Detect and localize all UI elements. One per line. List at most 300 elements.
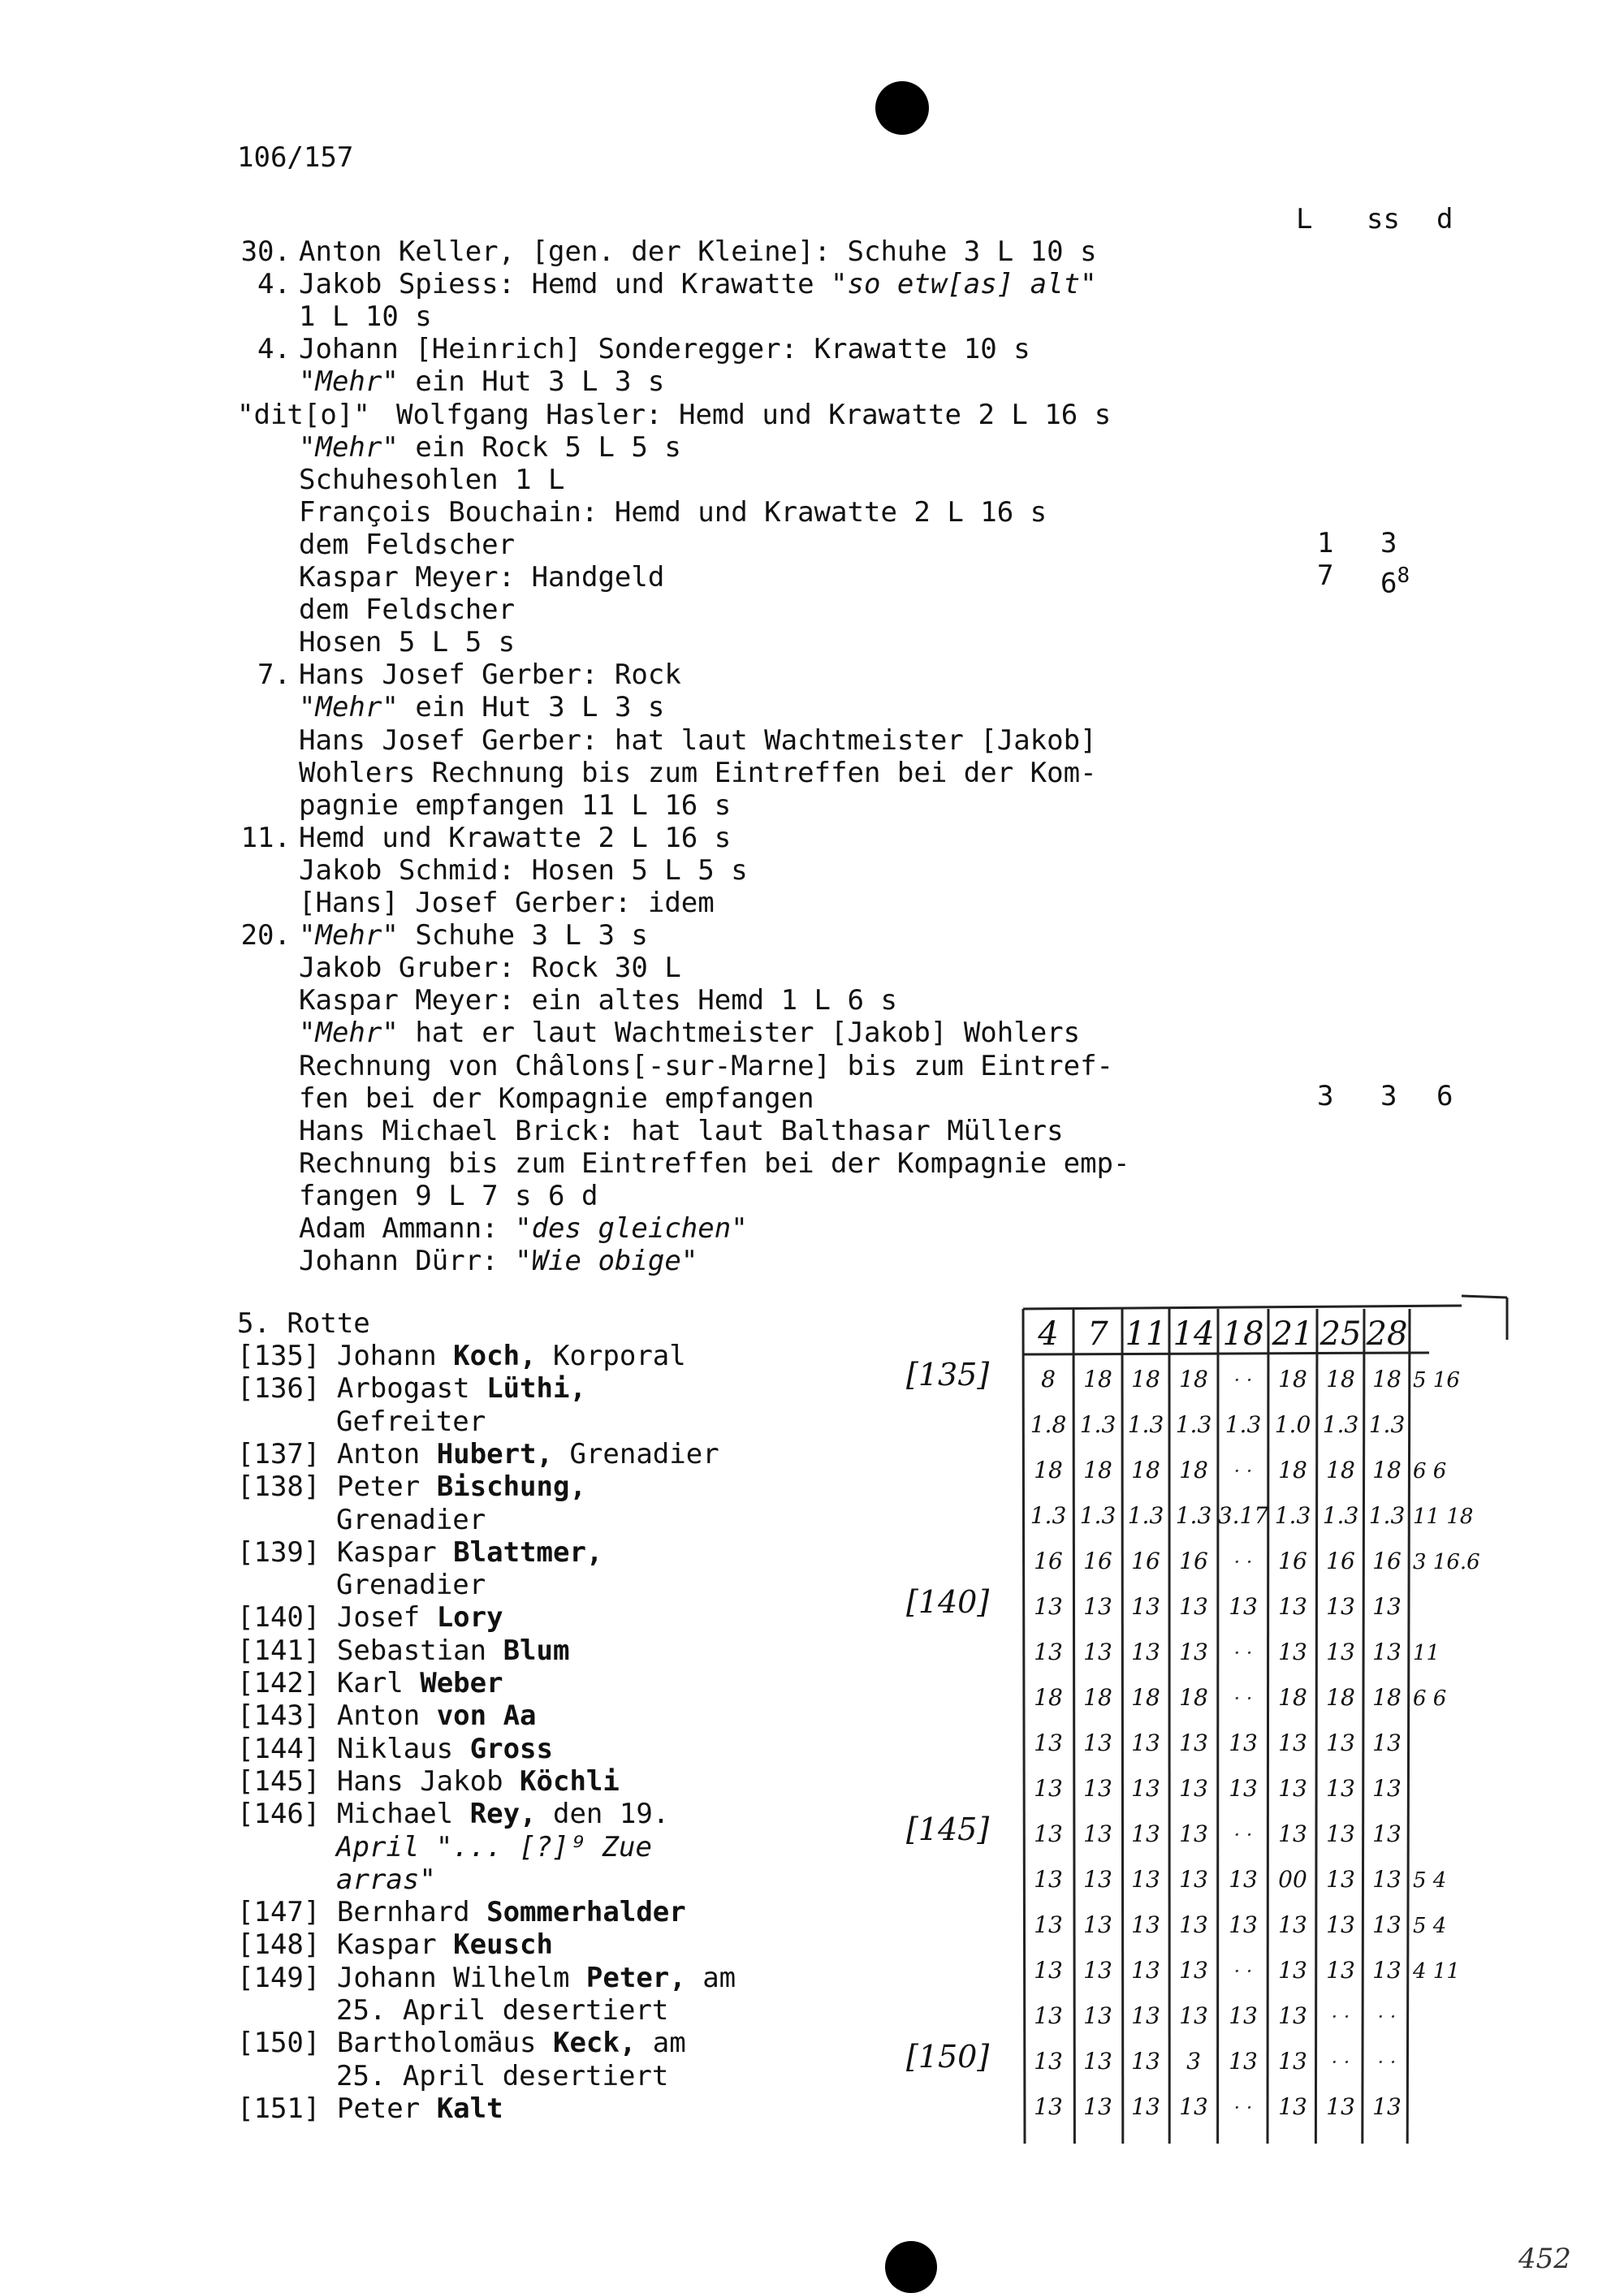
entry-text [299, 887, 715, 919]
ledger-cell: 18 [1372, 1457, 1402, 1483]
member-surname: Blattmer, [453, 1536, 603, 1569]
ledger-cell: 13 [1229, 1775, 1258, 1802]
ledger-cell: 1.3 [1275, 1502, 1311, 1529]
entry-text [299, 268, 1097, 300]
ledger-cell: 13 [1083, 2048, 1112, 2075]
entry-text-part: Hosen 5 L 5 s [299, 626, 515, 659]
entry-number: 30. [241, 235, 291, 268]
ledger-cell: 13 [1372, 1911, 1402, 1938]
member-first-name: Kaspar [337, 1536, 437, 1569]
entry-text [299, 1180, 598, 1212]
member-note: Gefreiter [336, 1406, 486, 1438]
member-note: Grenadier [336, 1569, 486, 1601]
ledger-corner-rule [1462, 1296, 1507, 1298]
entry-text [299, 659, 681, 691]
ledger-cell: 13 [1372, 1775, 1402, 1802]
amount-ss-value: 6 [1380, 567, 1397, 599]
ledger-cell: 13 [1278, 1775, 1307, 1802]
ledger-cell: 16 [1034, 1548, 1063, 1574]
rotte-member [237, 1372, 586, 1405]
quoted-phrase: Mehr [315, 431, 382, 464]
member-first-name: Michael [337, 1798, 453, 1830]
ledger-cell: 13 [1131, 2002, 1160, 2029]
entry-text-part: " [299, 1017, 315, 1049]
column-header-L: L [1296, 203, 1312, 235]
entry-number: 11. [241, 822, 291, 854]
ledger-cell: 16 [1326, 1548, 1355, 1574]
member-note: 25. April desertiert [336, 1994, 668, 2027]
entry-text-part: " Schuhe 3 L 3 s [382, 919, 648, 952]
ledger-extra-note: 4 11 [1412, 1959, 1460, 1984]
ledger-cell: 8 [1041, 1366, 1056, 1393]
ledger-cell: 13 [1034, 1593, 1063, 1620]
rotte-member [237, 1470, 586, 1503]
quoted-phrase: Mehr [315, 919, 382, 952]
ledger-date: 18 [1223, 1315, 1264, 1353]
quoted-phrase: Mehr [315, 365, 382, 398]
ledger-cell: 13 [1083, 1729, 1112, 1756]
ledger-date: 25 [1320, 1315, 1362, 1353]
member-first-name: Anton [337, 1438, 420, 1470]
ledger-date: 28 [1366, 1315, 1408, 1353]
entry-text-part: dem Feldscher [299, 529, 515, 561]
entry-text [299, 1115, 1064, 1147]
member-note: 25. April desertiert [336, 2060, 668, 2092]
ledger-cell: 13 [1229, 1866, 1258, 1893]
member-first-name: Hans Jakob [337, 1765, 503, 1798]
amount-L: 7 [1317, 559, 1333, 592]
ledger-cell-empty: · · [1234, 1460, 1253, 1483]
member-first-name: Josef [337, 1601, 420, 1634]
member-surname: Keusch [453, 1928, 553, 1961]
member-first-name: Kaspar [337, 1928, 437, 1961]
entry-text [299, 300, 432, 333]
member-role: am [636, 2027, 685, 2059]
ledger-cell: 13 [1083, 2002, 1112, 2029]
member-id: [145] [237, 1765, 320, 1798]
member-first-name: Peter [337, 2092, 420, 2125]
ledger-cell: 13 [1278, 2093, 1307, 2120]
ledger-cell: 16 [1131, 1548, 1160, 1574]
punch-hole-top [875, 81, 929, 135]
ledger-margin-labels [906, 1357, 989, 2075]
rotte-member [237, 1634, 569, 1667]
handwritten-ledger-scan [893, 1291, 1510, 2160]
member-note: Grenadier [336, 1504, 486, 1536]
ledger-cell: 18 [1372, 1684, 1402, 1711]
ledger-row-label: [135] [906, 1357, 989, 1393]
entry-text-part: " [681, 1245, 698, 1277]
amount-d: 6 [1436, 1080, 1453, 1112]
ledger-extra-note: 11 [1413, 1641, 1440, 1665]
ledger-cell: 18 [1034, 1684, 1063, 1711]
entry-text-part: 1 L 10 s [299, 300, 432, 333]
ledger-cell: 18 [1034, 1457, 1063, 1483]
ledger-cell-empty: · · [1234, 1824, 1253, 1846]
ledger-cell: 13 [1034, 1911, 1063, 1938]
member-surname: Koch, [453, 1340, 536, 1372]
ledger-cell: 13 [1034, 1729, 1063, 1756]
ledger-cell: 13 [1131, 1820, 1160, 1847]
amount-ss: 3 [1380, 1080, 1397, 1112]
entry-number: 4. [257, 268, 291, 300]
ledger-cell: 1.3 [1030, 1502, 1067, 1529]
ledger-row-label: [150] [906, 2039, 989, 2075]
amount-ss: 3 [1380, 527, 1397, 559]
ledger-cell: 13 [1278, 1593, 1307, 1620]
ledger-cell: 1.3 [1128, 1411, 1164, 1438]
ledger-extra-note: 3 16.6 [1413, 1550, 1480, 1574]
ledger-cell: 13 [1179, 2093, 1208, 2120]
member-role: den 19. [537, 1798, 670, 1830]
rotte-member [237, 1733, 553, 1765]
ledger-cell: 13 [1131, 1639, 1160, 1665]
rotte-member [237, 1765, 620, 1798]
ledger-cell: 13 [1278, 1639, 1307, 1665]
ledger-cell: 13 [1083, 2093, 1112, 2120]
entry-text-part: Jakob Gruber: Rock 30 L [299, 952, 681, 984]
ledger-extra-note: 11 18 [1413, 1505, 1473, 1529]
member-id: [136] [237, 1372, 320, 1405]
ledger-cell: 13 [1372, 1820, 1402, 1847]
ledger-cell-empty: · · [1234, 1960, 1253, 1983]
ledger-cell: 13 [1083, 1820, 1112, 1847]
ledger-cell: 13 [1326, 1911, 1355, 1938]
ledger-cell: 18 [1083, 1366, 1112, 1393]
ledger-cell: 18 [1326, 1457, 1355, 1483]
ledger-column-rule [1073, 1309, 1074, 2144]
member-first-name: Peter [337, 1470, 420, 1503]
entry-text [299, 626, 515, 659]
entry-text-part: Jakob Spiess: Hemd und Krawatte " [299, 268, 848, 300]
quoted-phrase: Wie obige [532, 1245, 681, 1277]
entry-text-part: Jakob Schmid: Hosen 5 L 5 s [299, 854, 748, 887]
ledger-cell: 13 [1179, 1729, 1208, 1756]
ledger-cell: 13 [1326, 1957, 1355, 1984]
ledger-column-rule [1122, 1309, 1123, 2144]
entry-text-part: Hans Josef Gerber: Rock [299, 659, 681, 691]
ledger-cell: 13 [1131, 2048, 1160, 2075]
ledger-cell: 13 [1372, 1593, 1402, 1620]
column-header-d: d [1436, 203, 1453, 235]
ledger-cell: 00 [1278, 1866, 1307, 1893]
member-surname: Kalt [437, 2092, 503, 2125]
rotte-member [237, 1896, 686, 1928]
ledger-cell: 13 [1131, 1593, 1160, 1620]
ledger-column-rule [1023, 1309, 1025, 2144]
ledger-cell-empty: · · [1378, 2051, 1397, 2074]
member-surname: Hubert, [437, 1438, 553, 1470]
entry-text-part: Rechnung von Châlons[-sur-Marne] bis zum Eintref- [299, 1050, 1113, 1082]
member-id: [146] [237, 1798, 320, 1830]
entry-text-part: Johann Dürr: " [299, 1245, 532, 1277]
ledger-cell: 18 [1278, 1684, 1307, 1711]
ledger-cell: 13 [1278, 2048, 1307, 2075]
ledger-cell: 13 [1326, 1775, 1355, 1802]
entry-text [299, 365, 664, 398]
ledger-cell: 13 [1372, 1866, 1402, 1893]
rotte-member [237, 1699, 537, 1732]
entry-text-part: " ein Hut 3 L 3 s [382, 365, 664, 398]
ledger-cell: 13 [1278, 1957, 1307, 1984]
rotte-member [237, 1438, 719, 1470]
ledger-cell: 13 [1034, 1820, 1063, 1847]
ledger-cell-empty: · · [1234, 1551, 1253, 1574]
ledger-cell: 13 [1131, 1911, 1160, 1938]
entry-text-part: " [731, 1212, 747, 1245]
member-surname: Keck, [553, 2027, 636, 2059]
ledger-cell: 13 [1083, 1639, 1112, 1665]
ledger-cell: 3 [1186, 2048, 1201, 2075]
quoted-phrase: des gleichen [532, 1212, 732, 1245]
entry-text [299, 235, 1097, 268]
ledger-cell: 13 [1179, 1775, 1208, 1802]
member-surname: Bischung, [437, 1470, 586, 1503]
entry-text [299, 1147, 1130, 1180]
ledger-extra-note: 6 6 [1413, 1686, 1446, 1711]
entry-text-part: pagnie empfangen 11 L 16 s [299, 789, 731, 822]
ledger-cell: 16 [1179, 1548, 1208, 1574]
member-first-name: Niklaus [337, 1733, 453, 1765]
member-id: [137] [237, 1438, 320, 1470]
ledger-cell: 18 [1131, 1366, 1160, 1393]
ledger-cell: 16 [1278, 1548, 1307, 1574]
ledger-cell: 1.3 [1323, 1502, 1359, 1529]
ledger-cell: 13 [1034, 1957, 1063, 1984]
ledger-column-rule [1315, 1309, 1317, 2144]
ledger-cell: 13 [1083, 1911, 1112, 1938]
document-reference: 106/157 [237, 141, 353, 174]
ledger-cell: 13 [1372, 1639, 1402, 1665]
entry-text-part: Wolfgang Hasler: Hemd und Krawatte 2 L 16 s [396, 399, 1111, 431]
member-surname: Blum [503, 1634, 570, 1667]
entry-text [299, 1082, 814, 1115]
ledger-cell: 13 [1034, 2048, 1063, 2075]
ledger-cell: 18 [1326, 1684, 1355, 1711]
entry-text [299, 984, 897, 1017]
quoted-phrase: Mehr [315, 691, 382, 723]
entry-text-part: [Hans] Josef Gerber: idem [299, 887, 715, 919]
member-id: [143] [237, 1699, 320, 1732]
amount-L: 1 [1317, 527, 1333, 559]
member-first-name: Arbogast [337, 1372, 470, 1405]
ledger-cell: 1.0 [1275, 1411, 1311, 1438]
member-surname: Lüthi, [486, 1372, 586, 1405]
ledger-cell: 13 [1278, 1820, 1307, 1847]
ledger-cell: 13 [1229, 2002, 1258, 2029]
ledger-cell: 18 [1083, 1457, 1112, 1483]
entry-text-part: " [299, 691, 315, 723]
member-id: [141] [237, 1634, 320, 1667]
ledger-cell: 13 [1179, 1866, 1208, 1893]
member-surname: Lory [437, 1601, 503, 1634]
member-first-name: Karl [337, 1667, 404, 1699]
member-role: am [686, 1962, 736, 1994]
ledger-cell: 18 [1372, 1366, 1402, 1393]
member-surname: Gross [470, 1733, 553, 1765]
ledger-cell: 13 [1034, 1775, 1063, 1802]
entry-text-part: fen bei der Kompagnie empfangen [299, 1082, 814, 1115]
entry-text-part: Schuhesohlen 1 L [299, 464, 565, 496]
entry-text-part: " [299, 919, 315, 952]
entry-text [299, 1212, 748, 1245]
entry-text [299, 1050, 1113, 1082]
member-first-name: Bernhard [337, 1896, 470, 1928]
ledger-date: 4 [1037, 1315, 1058, 1353]
member-surname: Weber [420, 1667, 503, 1699]
ledger-cell: 13 [1326, 1593, 1355, 1620]
ledger-cell: 18 [1083, 1684, 1112, 1711]
ledger-date: 7 [1087, 1315, 1108, 1353]
rotte-member [237, 1340, 686, 1372]
member-id: [135] [237, 1340, 320, 1372]
entry-text-part: Hans Josef Gerber: hat laut Wachtmeister [Jakob] [299, 724, 1097, 757]
ledger-extra-note: 5 4 [1413, 1868, 1446, 1893]
member-surname: Köchli [520, 1765, 620, 1798]
folio-number: 452 [1518, 2243, 1571, 2275]
entry-text [299, 789, 731, 822]
member-id: [139] [237, 1536, 320, 1569]
entry-text [299, 333, 1030, 365]
member-id: [150] [237, 2027, 320, 2059]
entry-number: 4. [257, 333, 291, 365]
ledger-cell: 13 [1326, 1729, 1355, 1756]
ledger-row-label: [140] [906, 1584, 989, 1620]
ledger-cell-empty: · · [1234, 2097, 1253, 2119]
ledger-cell: 13 [1034, 2002, 1063, 2029]
entry-text-part: Johann [Heinrich] Sonderegger: Krawatte 10 s [299, 333, 1030, 365]
footnote-marker: 8 [1397, 564, 1410, 588]
ledger-cell: 13 [1179, 2002, 1208, 2029]
column-header-ss: ss [1367, 203, 1400, 235]
ledger-date: 14 [1173, 1315, 1215, 1353]
ledger-extra-column [1412, 1368, 1480, 1984]
member-note: arras" [336, 1863, 436, 1896]
ledger-cell: 13 [1326, 1820, 1355, 1847]
ledger-cell-empty: · · [1332, 2006, 1350, 2028]
punch-hole-bottom [885, 2241, 937, 2293]
entry-text [299, 919, 648, 952]
ledger-cell-empty: · · [1234, 1369, 1253, 1392]
ledger-cell: 1.3 [1176, 1502, 1212, 1529]
ledger-cell: 13 [1179, 1593, 1208, 1620]
ledger-cell: 13 [1326, 1866, 1355, 1893]
ledger-cell: 13 [1131, 1775, 1160, 1802]
ledger-cell: 13 [1179, 1911, 1208, 1938]
ledger-cell: 1.3 [1080, 1411, 1116, 1438]
entry-text-part: Adam Ammann: " [299, 1212, 532, 1245]
rotte-member [237, 2092, 503, 2125]
ledger-cell: 13 [1278, 2002, 1307, 2029]
entry-text [299, 529, 515, 561]
ledger-cell: 18 [1278, 1366, 1307, 1393]
ledger-cell: 1.3 [1323, 1411, 1359, 1438]
ledger-cell: 3.17 [1218, 1502, 1269, 1529]
member-surname: Rey, [470, 1798, 537, 1830]
quoted-phrase: Mehr [315, 1017, 382, 1049]
member-id: [151] [237, 2092, 320, 2125]
entry-text-part: " hat er laut Wachtmeister [Jakob] Wohlers [382, 1017, 1080, 1049]
entry-number: 7. [257, 659, 291, 691]
rotte-member [237, 1928, 553, 1961]
entry-text-part: " [1080, 268, 1096, 300]
ledger-cell: 13 [1326, 1639, 1355, 1665]
ledger-cell: 13 [1179, 1957, 1208, 1984]
ledger-cell: 13 [1278, 1911, 1307, 1938]
entry-text-part: " [299, 431, 315, 464]
ledger-cell: 13 [1034, 2093, 1063, 2120]
ledger-cell: 13 [1083, 1593, 1112, 1620]
ledger-date-header [1037, 1315, 1407, 1353]
ledger-cell: 13 [1034, 1866, 1063, 1893]
ledger-cell: 13 [1131, 2093, 1160, 2120]
ledger-cell: 1.3 [1369, 1411, 1406, 1438]
entry-text [299, 1245, 698, 1277]
ledger-cell: 18 [1179, 1684, 1208, 1711]
entry-text-part: Rechnung bis zum Eintreffen bei der Kompagnie emp- [299, 1147, 1130, 1180]
ledger-cell: 13 [1083, 1957, 1112, 1984]
entry-text [299, 431, 681, 464]
entry-text-part: Kaspar Meyer: Handgeld [299, 561, 664, 594]
entry-text [299, 691, 664, 723]
member-surname: Peter, [586, 1962, 686, 1994]
ledger-cell-empty: · · [1378, 2006, 1397, 2028]
ledger-cell: 18 [1131, 1684, 1160, 1711]
entry-text [299, 724, 1097, 757]
entry-text [299, 1017, 1080, 1049]
member-first-name: Johann [337, 1340, 437, 1372]
entry-text [396, 399, 1111, 431]
entry-text [299, 496, 1047, 529]
member-surname: von Aa [437, 1699, 537, 1732]
amount-L: 3 [1317, 1080, 1333, 1112]
ledger-date: 11 [1125, 1315, 1167, 1353]
ledger-column-rule [1363, 1309, 1364, 2144]
ledger-row-label: [145] [906, 1812, 989, 1847]
ledger-header-rule [1023, 1353, 1429, 1354]
entry-text [299, 464, 565, 496]
ledger-cell: 1.3 [1225, 1411, 1262, 1438]
ledger-cell: 1.3 [1369, 1502, 1406, 1529]
entry-text-part: Wohlers Rechnung bis zum Eintreffen bei der Kom- [299, 757, 1097, 789]
entry-text [299, 952, 681, 984]
ledger-cell: 13 [1372, 1957, 1402, 1984]
entry-text-part: dem Feldscher [299, 594, 515, 626]
ledger-cell: 13 [1179, 1639, 1208, 1665]
entry-text-part: fangen 9 L 7 s 6 d [299, 1180, 598, 1212]
ledger-column-rule [1407, 1309, 1410, 2144]
entry-text-part: Hemd und Krawatte 2 L 16 s [299, 822, 731, 854]
quoted-phrase: so etw[as] alt [848, 268, 1081, 300]
rotte-member [237, 1798, 669, 1830]
entry-text-part: " [299, 365, 315, 398]
ledger-extra-note: 5 16 [1413, 1368, 1460, 1393]
ledger-cell: 13 [1326, 2093, 1355, 2120]
member-first-name: Bartholomäus [337, 2027, 537, 2059]
entry-text [299, 854, 748, 887]
ledger-cell: 18 [1278, 1457, 1307, 1483]
ledger-cell-empty: · · [1332, 2051, 1350, 2074]
ledger-cell: 13 [1131, 1866, 1160, 1893]
ledger-cell: 13 [1278, 1729, 1307, 1756]
member-id: [149] [237, 1962, 320, 1994]
ledger-cell: 13 [1229, 2048, 1258, 2075]
rotte-member [237, 1667, 503, 1699]
entry-text [299, 561, 664, 594]
member-first-name: Sebastian [337, 1634, 486, 1667]
ledger-cell: 18 [1179, 1457, 1208, 1483]
ledger-cell: 13 [1131, 1729, 1160, 1756]
